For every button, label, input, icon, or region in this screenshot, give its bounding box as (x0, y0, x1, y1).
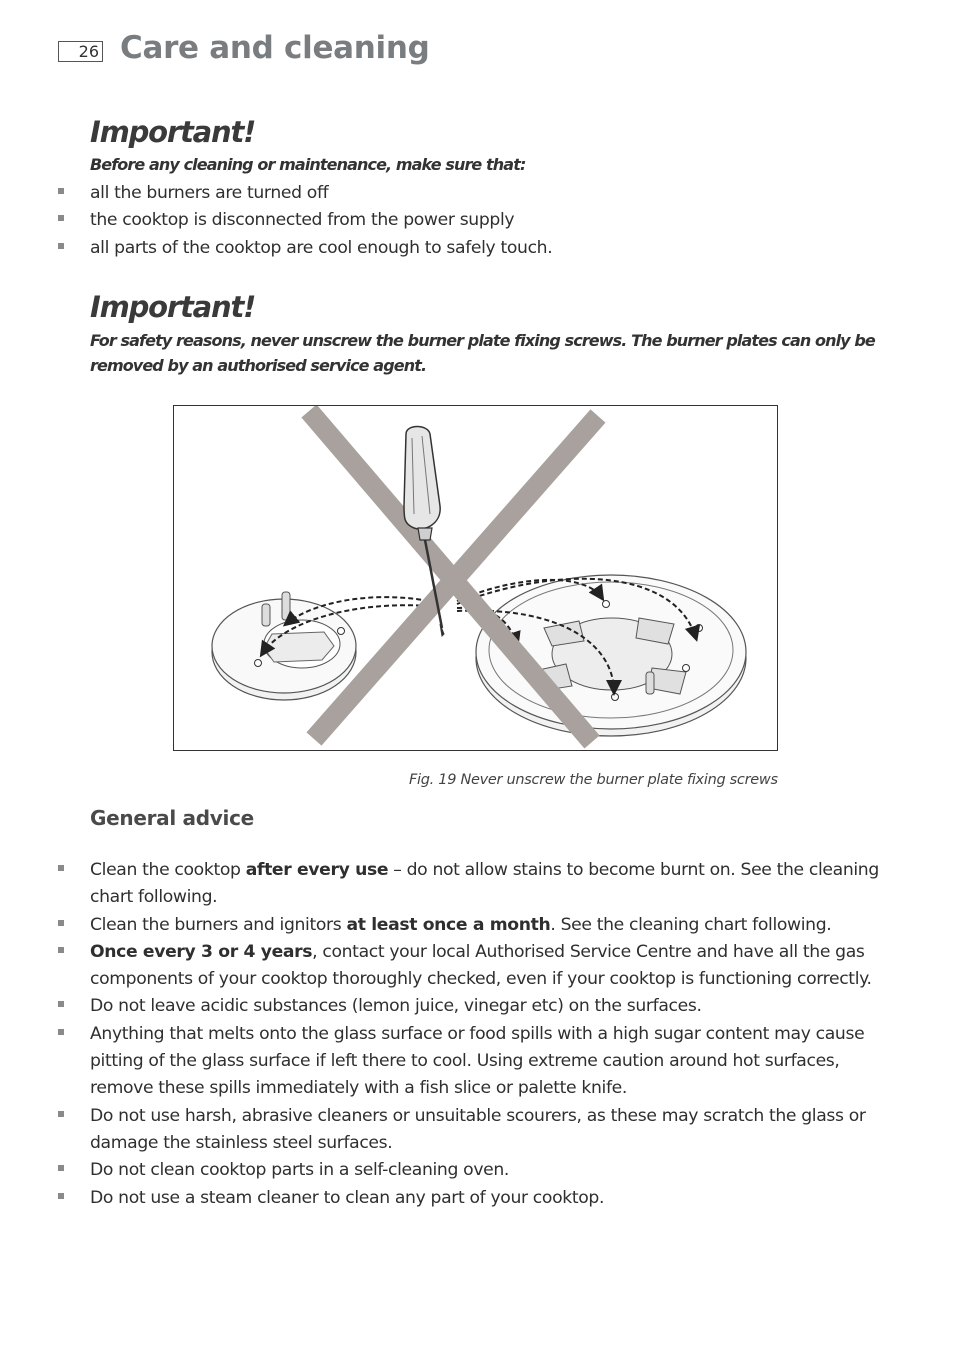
figure-caption: Fig. 19 Never unscrew the burner plate fixing screws (409, 772, 778, 788)
list-item-text-bold: at least once a month (346, 914, 551, 935)
list-item-text-pre: Do not use a steam cleaner to clean any part of your cooktop. (90, 1187, 605, 1208)
bullet-icon (58, 1001, 64, 1007)
list-item-text-pre: Anything that melts onto the glass surface or food spills with a high sugar content may cause pitting of the glass surface if left there to cool. Using extreme caution around hot surfaces, remove these spills immediately with a fish slice or palette knife. (90, 1023, 865, 1099)
bullet-icon (58, 1165, 64, 1171)
burner-plate-icon (212, 592, 356, 700)
bullet-icon (58, 243, 64, 249)
list-item (56, 235, 552, 262)
list-item (56, 180, 552, 207)
list-item (56, 1021, 890, 1103)
list-item-text-post: , contact your local Authorised Service Centre and have all the gas components of your cooktop thoroughly checked, even if your cooktop is functioning correctly. (90, 941, 872, 990)
bullet-icon (58, 947, 64, 953)
important-text-2: For safety reasons, never unscrew the burner plate fixing screws. The burner plates can only be removed by an authorised service agent. (90, 331, 875, 375)
list-item-text: the cooktop is disconnected from the power supply (90, 210, 515, 231)
section-heading-general-advice: General advice (90, 806, 254, 830)
list-item-text-pre: Do not clean cooktop parts in a self-cleaning oven. (90, 1160, 510, 1181)
list-item (56, 207, 552, 234)
bullet-icon (58, 920, 64, 926)
list-item-text-pre: Do not use harsh, abrasive cleaners or unsuitable scourers, as these may scratch the glass or damage the stainless steel surfaces. (90, 1105, 866, 1153)
list-item (56, 1185, 890, 1212)
list-item (56, 1103, 890, 1158)
list-item (56, 1157, 890, 1184)
list-item (56, 939, 890, 994)
bullet-icon (58, 1111, 64, 1117)
important-heading-1: Important! (90, 115, 256, 149)
list-item-text-bold: Once every 3 or 4 years (90, 941, 313, 962)
important-heading-2: Important! (90, 290, 256, 324)
list-item-text-pre: Do not leave acidic substances (lemon juice, vinegar etc) on the surfaces. (90, 996, 702, 1017)
bullet-icon (58, 188, 64, 194)
bullet-icon (58, 1193, 64, 1199)
page-title: Care and cleaning (120, 30, 430, 66)
bullet-icon (58, 1029, 64, 1035)
general-advice-list (56, 857, 890, 1212)
list-item (56, 912, 890, 939)
important-list-1 (56, 180, 552, 262)
list-item-text-post: . See the cleaning chart following. (550, 914, 832, 935)
list-item-text: all parts of the cooktop are cool enough to safely touch. (90, 237, 553, 258)
list-item-text-post: – do not allow stains to become burnt on. See the cleaning chart following. (90, 860, 879, 908)
bullet-icon (58, 215, 64, 221)
list-item-text-pre: Clean the burners and ignitors (90, 914, 347, 935)
list-item-text-bold: after every use (245, 860, 389, 880)
list-item (56, 857, 890, 912)
list-item (56, 993, 890, 1020)
page-number: 26 (58, 41, 103, 62)
list-item-text: all the burners are turned off (90, 183, 329, 203)
bullet-icon (58, 865, 64, 871)
figure-illustration (173, 405, 778, 751)
list-item-text-pre: Clean the cooktop (90, 860, 246, 880)
cross-out-icon (309, 411, 598, 742)
important-intro-1: Before any cleaning or maintenance, make sure that: (90, 155, 526, 174)
